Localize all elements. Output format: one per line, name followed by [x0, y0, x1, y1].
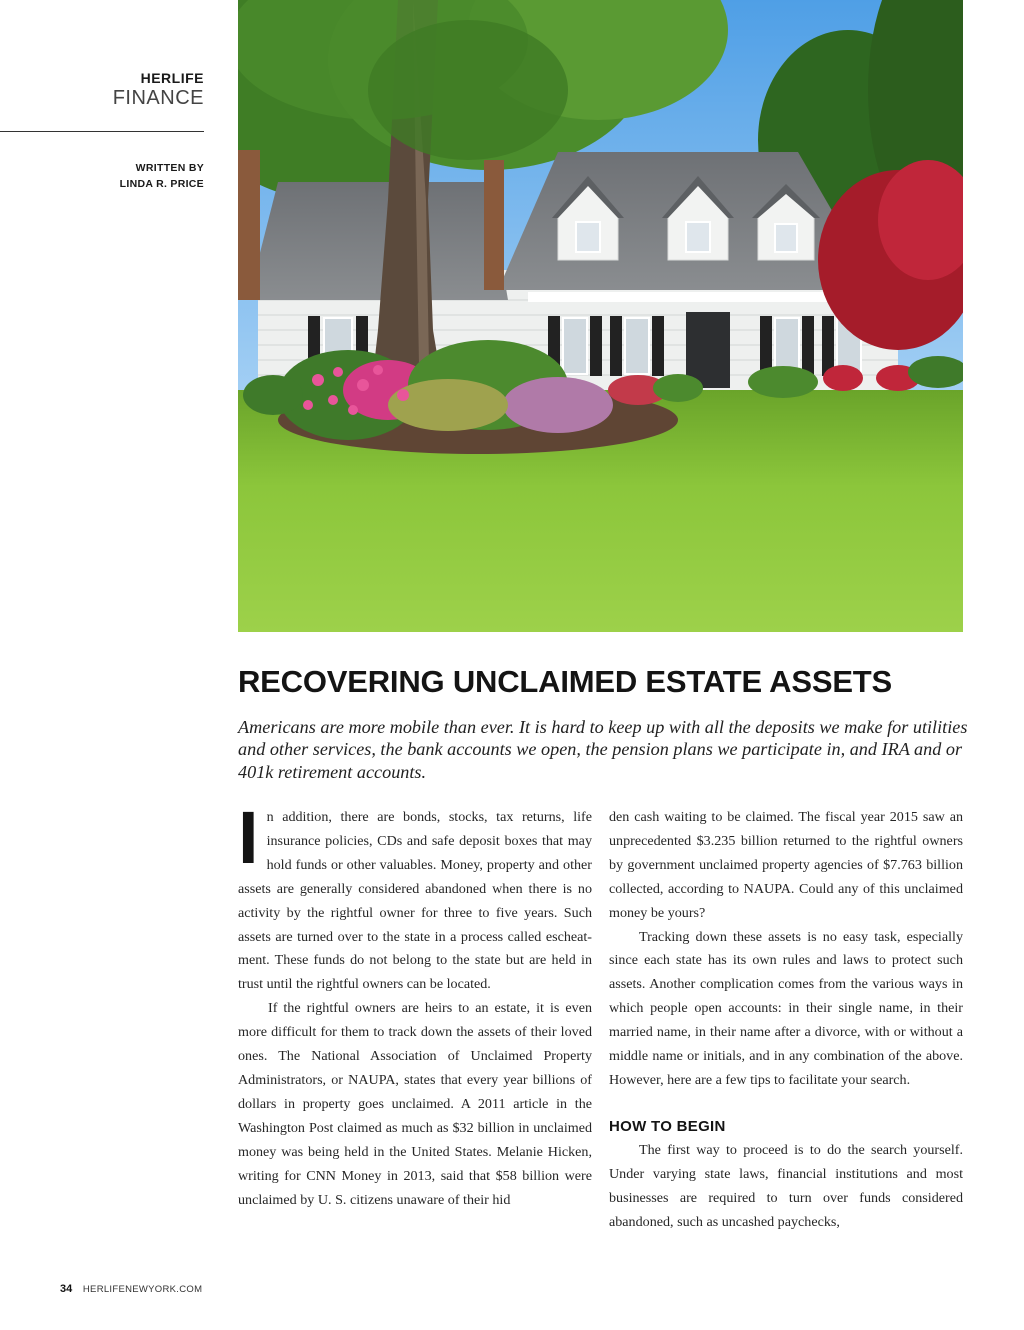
- author-name: LINDA R. PRICE: [119, 178, 204, 190]
- article-column-right: [609, 806, 963, 1235]
- section-label: [113, 70, 204, 110]
- byline: [120, 160, 204, 192]
- article-headline: RECOVERING UNCLAIMED ESTATE ASSETS: [238, 664, 893, 699]
- magazine-brand: HERLIFE: [140, 70, 204, 86]
- sidebar-divider: [0, 131, 204, 132]
- section-category: FINANCE: [112, 87, 204, 109]
- hero-image: [238, 0, 963, 632]
- page-number: 34: [60, 1283, 73, 1295]
- drop-cap: I: [238, 796, 259, 879]
- byline-prefix: WRITTEN BY: [135, 162, 204, 174]
- article-deck: Americans are more mobile than ever. It is hard to keep up with all the deposits we make for utilities and other services, the bank accounts we open, the pension plans we participate in, and IRA and or 401k retirement accounts.: [238, 717, 968, 782]
- section-subhead: HOW TO BEGIN: [609, 1117, 726, 1135]
- paragraph-text: n addition, there are bonds, stocks, tax returns, life insurance policies, CDs and safe deposit boxes that may hold funds or other valuables. Money, property and other assets are generally considered abandoned when there is no activity by the rightful owner for three to five years. Such assets are turned over to the state in a process called escheatment. These funds do not belong to the state but are held in trust until the rightful owners can be located.: [238, 809, 592, 993]
- website-link[interactable]: HERLIFENEWYORK.COM: [82, 1284, 203, 1295]
- article-paragraph: den cash waiting to be claimed. The fiscal year 2015 saw an unprecedented $3.235 billion returned to the rightful owners by government unclaimed property agencies of $7.763 billion collected, according to NAUPA. Could any of this unclaimed money be yours?: [609, 809, 963, 921]
- article-paragraph: Tracking down these assets is no easy task, especially since each state has its own rules and laws to protect such assets. Another complication comes from the various ways in which people open accounts: in their single name, in their married name, in their name after a divorce, with or without a middle name or initials, and in any combination of the above. However, here are a few tips to facilitate your search.: [609, 928, 963, 1088]
- page-footer: [60, 1283, 202, 1295]
- article-paragraph: The first way to proceed is to do the search yourself. Under varying state laws, financial institutions and most businesses are required to turn over funds considered abandoned, such as uncashed paychecks,: [609, 1141, 963, 1230]
- article-paragraph: [238, 796, 592, 997]
- article-column-left: [238, 796, 592, 1212]
- article-paragraph: If the rightful owners are heirs to an estate, it is even more difficult for them to track down the assets of their loved ones. The National Association of Unclaimed Property Administrators, or NAUPA, states that every year billions of dollars in property goes unclaimed. A 2011 article in the Washington Post claimed as much as $32 billion in unclaimed money was being held in the United States. Melanie Hicken, writing for CNN Money in 2013, said that $58 billion were unclaimed by U. S. citizens unaware of their hid: [238, 1000, 592, 1208]
